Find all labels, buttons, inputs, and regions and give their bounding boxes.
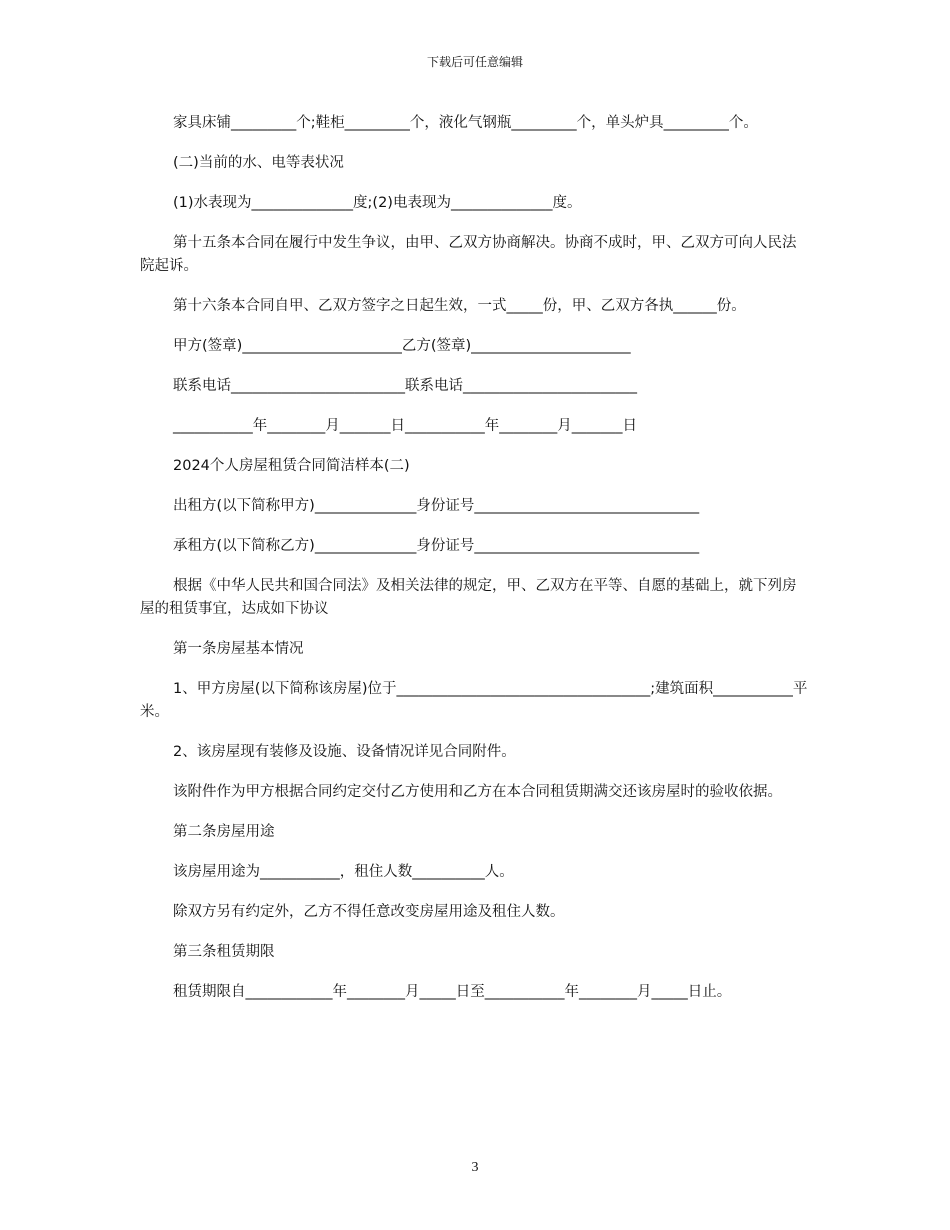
paragraph-attachment: 该附件作为甲方根据合同约定交付乙方使用和乙方在本合同租赁期满交还该房屋时的验收依据。 [173,784,782,800]
paragraph-house-location: 1、甲方房屋(以下简称该房屋)位于___________________________________;建筑面积___________平米。 [140,681,808,720]
paragraph-meter-readings: (1)水表现为______________度;(2)电表现为______________度。 [173,195,582,211]
paragraph-preamble: 根据《中华人民共和国合同法》及相关法律的规定，甲、乙双方在平等、自愿的基础上，就下列房屋的租赁事宜，达成如下协议 [140,578,797,617]
section-title: 2024个人房屋租赁合同简洁样本(二) [173,458,410,474]
page-number: 3 [471,1160,479,1175]
paragraph-article-15: 第十五条本合同在履行中发生争议，由甲、乙双方协商解决。协商不成时，甲、乙双方可向人民法院起诉。 [140,235,797,274]
paragraph-furniture-count: 家具床铺_________个;鞋柜_________个，液化气钢瓶_________个，单头炉具_________个。 [173,115,758,131]
lessor-line: 出租方(以下简称甲方)______________身份证号_______________________________ [173,498,700,514]
lessee-line: 承租方(以下简称乙方)______________身份证号_______________________________ [173,538,700,554]
paragraph-meter-heading: (二)当前的水、电等表状况 [173,155,344,171]
paragraph-house-facilities: 2、该房屋现有装修及设施、设备情况详见合同附件。 [173,744,516,760]
paragraph-usage-restriction: 除双方另有约定外，乙方不得任意改变房屋用途及租住人数。 [173,904,565,920]
phone-line: 联系电话________________________联系电话________________________ [173,378,637,394]
signature-line: 甲方(签章)______________________乙方(签章)______________________ [173,338,631,354]
paragraph-article-16: 第十六条本合同自甲、乙双方签字之日起生效，一式_____份，甲、乙双方各执______份。 [173,298,746,314]
article-3-heading: 第三条租赁期限 [173,944,275,960]
date-line: ___________年________月_______日___________年________月_______日 [173,418,637,434]
article-2-heading: 第二条房屋用途 [173,824,275,840]
article-1-heading: 第一条房屋基本情况 [173,641,304,657]
paragraph-lease-term: 租赁期限自____________年________月_____日至___________年________月_____日止。 [173,984,732,1000]
page-header: 下载后可任意编辑 [426,55,523,69]
document-body [140,112,810,1021]
paragraph-house-usage: 该房屋用途为___________，租住人数__________人。 [173,864,514,880]
